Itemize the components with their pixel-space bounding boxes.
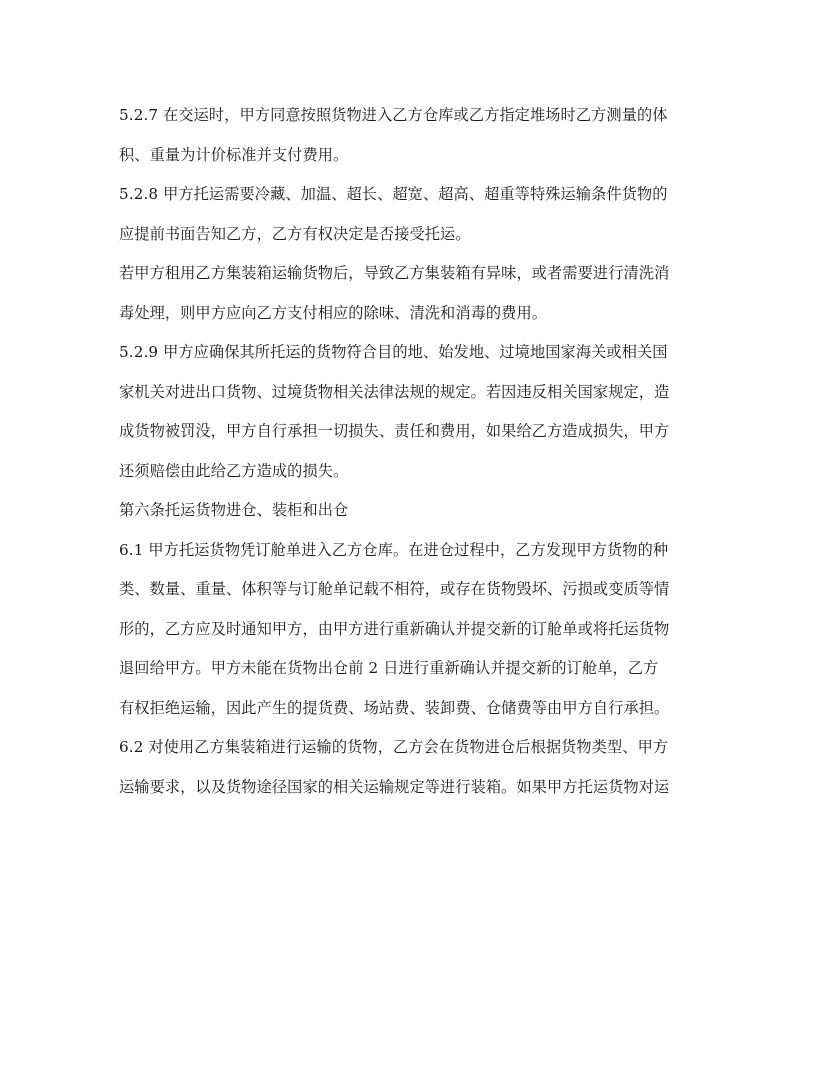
text-line: 还须赔偿由此给乙方造成的损失。 (119, 461, 349, 480)
text-line: 有权拒绝运输，因此产生的提货费、场站费、装卸费、仓储费等由甲方自行承担。 (119, 698, 670, 717)
clause-5-2-9 (119, 333, 715, 491)
article-6-heading (119, 491, 715, 531)
text-line: 家机关对进出口货物、过境货物相关法律法规的规定。若因违反相关国家规定，造 (119, 382, 670, 401)
text-line: 5.2.9 甲方应确保其所托运的货物符合目的地、始发地、过境地国家海关或相关国 (119, 343, 668, 361)
text-line: 运输要求，以及货物途径国家的相关运输规定等进行装箱。如果甲方托运货物对运 (119, 777, 670, 796)
text-line: 类、数量、重量、体积等与订舱单记载不相符，或存在货物毁坏、污损或变质等情 (119, 580, 670, 598)
clause-5-2-8 (119, 175, 715, 254)
text-line: 6.2 对使用乙方集装箱进行运输的货物，乙方会在货物进仓后根据货物类型、甲方 (119, 738, 669, 756)
clause-container-cleaning (119, 254, 715, 333)
text-line: 毒处理，则甲方应向乙方支付相应的除味、清洗和消毒的费用。 (119, 303, 548, 322)
text-line: 6.1 甲方托运货物凭订舱单进入乙方仓库。在进仓过程中，乙方发现甲方货物的种 (119, 540, 669, 559)
text-line: 成货物被罚没，甲方自行承担一切损失、责任和费用，如果给乙方造成损失，甲方 (119, 422, 670, 440)
clause-6-1 (119, 531, 715, 729)
text-line: 形的，乙方应及时通知甲方，由甲方进行重新确认并提交新的订舱单或将托运货物 (119, 619, 670, 638)
text-line: 若甲方租用乙方集装箱运输货物后，导致乙方集装箱有异味，或者需要进行清洗消 (119, 264, 670, 282)
section-heading: 第六条托运货物进仓、装柜和出仓 (119, 501, 349, 519)
text-line: 积、重量为计价标准并支付费用。 (119, 145, 349, 164)
text-line: 应提前书面告知乙方，乙方有权决定是否接受托运。 (119, 224, 471, 243)
text-line: 5.2.7 在交运时，甲方同意按照货物进入乙方仓库或乙方指定堆场时乙方测量的体 (119, 106, 668, 124)
clause-5-2-7 (119, 96, 715, 175)
text-line: 退回给甲方。甲方未能在货物出仓前 2 日进行重新确认并提交新的订舱单，乙方 (119, 659, 659, 677)
clause-6-2 (119, 728, 715, 807)
document-body (119, 96, 715, 807)
text-line: 5.2.8 甲方托运需要冷藏、加温、超长、超宽、超高、超重等特殊运输条件货物的 (119, 185, 668, 203)
